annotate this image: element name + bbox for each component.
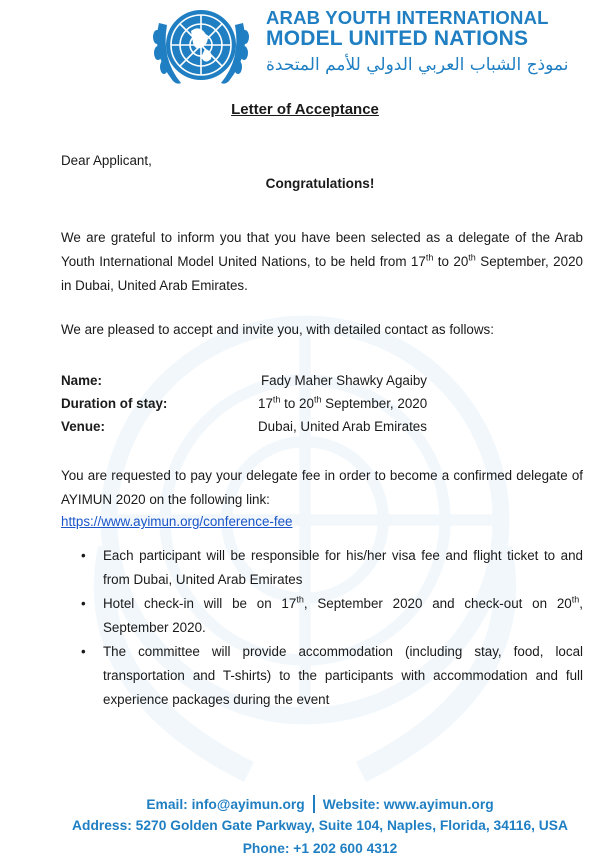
bullet-icon: •	[81, 548, 86, 563]
name-label: Name:	[61, 373, 102, 388]
fee-paragraph: You are requested to pay your delegate fee in order to become a confirmed delegate of AYIMUN 2020 on the following link:	[61, 468, 583, 507]
un-globe-laurel-icon	[145, 3, 257, 91]
org-name-line1: ARAB YOUTH INTERNATIONAL	[266, 7, 549, 28]
invite-paragraph: We are pleased to accept and invite you, with detailed contact as follows:	[61, 322, 494, 337]
name-value: Fady Maher Shawky Agaiby	[261, 373, 427, 388]
org-name-line2: MODEL UNITED NATIONS	[266, 27, 529, 50]
duration-label: Duration of stay:	[61, 396, 168, 411]
list-item: • Hotel check-in will be on 17th, September 2020 and check-out on 20th, September 2020.	[61, 592, 583, 640]
list-item: • Each participant will be responsible for his/her visa fee and flight ticket to and from Dubai, United Arab Emirates	[61, 544, 583, 592]
footer-address: Address: 5270 Golden Gate Parkway, Suite 104, Naples, Florida, 34116, USA	[72, 818, 568, 833]
bullet-icon: •	[81, 596, 86, 611]
fee-link-line	[61, 510, 583, 534]
footer-website[interactable]: Website: www.ayimun.org	[322, 797, 494, 812]
footer-phone: Phone: +1 202 600 4312	[242, 841, 398, 856]
intro-paragraph: We are grateful to inform you that you have been selected as a delegate of the Arab Youth International Model United Nations, to be held from 17th to 20th September, 2020 in Dubai, United Arab Emirates.	[61, 230, 583, 293]
footer-contact	[0, 795, 610, 813]
salutation: Dear Applicant,	[61, 153, 152, 168]
document-title: Letter of Acceptance	[231, 101, 379, 118]
org-name-arabic: نموذج الشباب العربي الدولي للأمم المتحدة	[266, 55, 569, 75]
footer-email[interactable]: Email: info@ayimun.org	[146, 797, 305, 812]
duration-value: 17th to 20th September, 2020	[258, 394, 428, 411]
terms-list	[61, 544, 583, 712]
list-item: • The committee will provide accommodation (including stay, food, local transportation and T-shirts) to the participants with accommodation and full experience packages during the event	[61, 640, 583, 712]
letterhead	[0, 0, 610, 95]
venue-value: Dubai, United Arab Emirates	[258, 419, 427, 434]
footer-divider	[313, 795, 315, 813]
bullet-icon: •	[81, 644, 86, 659]
venue-label: Venue:	[61, 419, 105, 434]
congratulations-heading: Congratulations!	[265, 176, 375, 191]
conference-fee-link[interactable]: https://www.ayimun.org/conference-fee	[61, 514, 293, 529]
